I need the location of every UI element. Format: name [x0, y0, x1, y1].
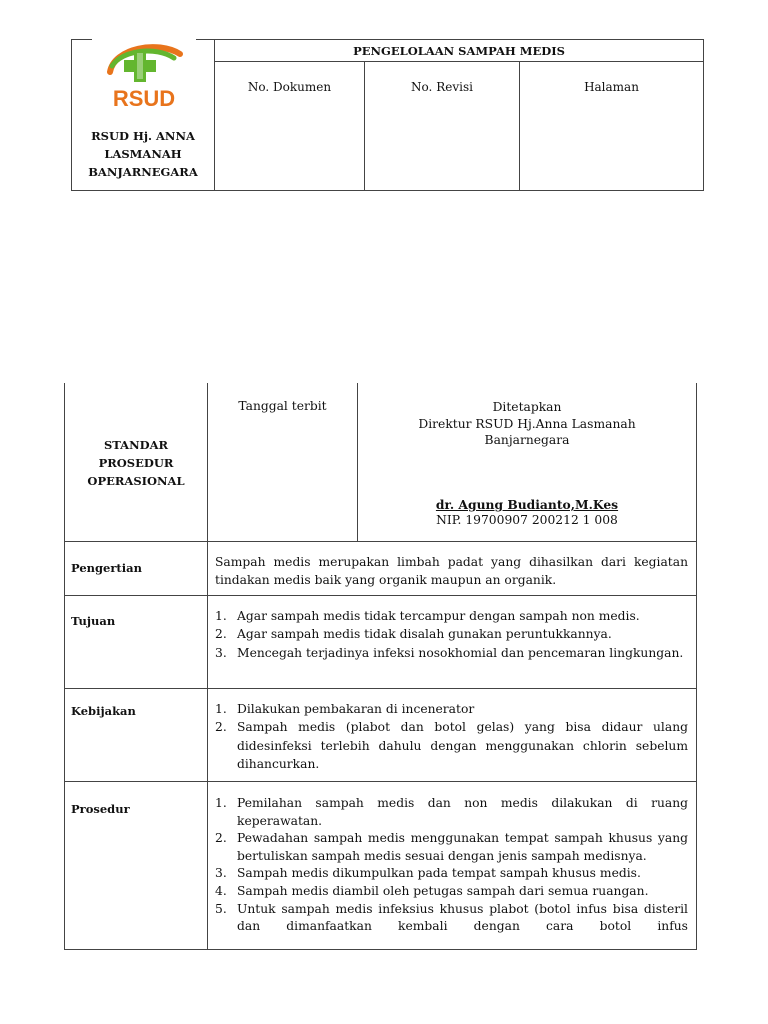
border — [64, 595, 697, 596]
rsud-logo — [96, 40, 192, 112]
border — [64, 781, 697, 782]
ditetapkan-block — [358, 399, 696, 449]
hospital-name — [72, 127, 214, 181]
border — [64, 688, 697, 689]
sop-title-line: PROSEDUR — [98, 456, 174, 470]
logo-text: RSUD — [112, 86, 176, 111]
label-pengertian: Pengertian — [71, 561, 142, 575]
border — [696, 383, 697, 950]
border — [703, 39, 704, 191]
list-item: 2. Pewadahan sampah medis menggunakan tempat sampah khusus yang bertuliskan sampah medis sesuai dengan jenis sampah medisnya. — [215, 831, 688, 863]
document-title: PENGELOLAAN SAMPAH MEDIS — [353, 44, 565, 58]
hospital-name-line: LASMANAH — [104, 147, 182, 161]
list-item: 1. Dilakukan pembakaran di incenerator — [215, 702, 475, 716]
tanggal-terbit-label: Tanggal terbit — [238, 399, 327, 413]
ditetapkan-line: Direktur RSUD Hj.Anna Lasmanah — [418, 416, 636, 431]
list-item: 2. Agar sampah medis tidak disalah gunakan peruntukkannya. — [215, 627, 612, 642]
label-kebijakan: Kebijakan — [71, 704, 136, 718]
border — [196, 39, 704, 40]
hospital-name-line: BANJARNEGARA — [88, 165, 198, 179]
list-item: 3. Sampah medis dikumpulkan pada tempat sampah khusus medis. — [215, 866, 641, 881]
col-halaman: Halaman — [584, 80, 639, 94]
sop-title — [65, 436, 207, 490]
border — [207, 383, 208, 950]
list-item: 5. Untuk sampah medis infeksius khusus plabot (botol infus bisa disteril dan dimanfaatkan kembali dengan cara botol infus — [215, 901, 688, 934]
signer-nip: NIP. 19700907 200212 1 008 — [436, 513, 618, 527]
prosedur-list — [215, 795, 688, 936]
label-prosedur: Prosedur — [71, 802, 130, 816]
list-item: 2. Sampah medis (plabot dan botol gelas) yang bisa didaur ulang didesinfeksi terlebih dahulu dengan menggunakan chlorin sebelum dihancurkan. — [215, 720, 688, 771]
col-dokumen: No. Dokumen — [247, 80, 332, 94]
col-revisi: No. Revisi — [411, 80, 473, 94]
ditetapkan-line: Ditetapkan — [492, 400, 562, 414]
border — [214, 39, 215, 191]
tujuan-list — [215, 607, 688, 662]
sop-title-line: OPERASIONAL — [87, 474, 185, 488]
ditetapkan-line: Banjarnegara — [484, 433, 570, 447]
list-item: 1. Agar sampah medis tidak tercampur dengan sampah non medis. — [215, 609, 640, 623]
list-item: 1. Pemilahan sampah medis dan non medis dilakukan di ruang keperawatan. — [215, 796, 688, 828]
border — [71, 39, 92, 40]
border — [214, 61, 704, 62]
signer-name: dr. Agung Budianto,M.Kes — [435, 497, 619, 512]
pengertian-text: Sampah medis merupakan limbah padat yang dihasilkan dari kegiatan tindakan medis baik yang organik maupun an organik. — [215, 555, 688, 587]
border — [64, 949, 697, 950]
border — [71, 190, 704, 191]
logo-icon — [96, 40, 192, 112]
hospital-name-line: RSUD Hj. ANNA — [91, 129, 195, 143]
list-item: 3. Mencegah terjadinya infeksi nosokhomial dan pencemaran lingkungan. — [215, 645, 684, 660]
border — [64, 541, 697, 542]
sop-title-line: STANDAR — [103, 438, 169, 452]
kebijakan-list — [215, 700, 688, 773]
label-tujuan: Tujuan — [71, 614, 116, 628]
list-item: 4. Sampah medis diambil oleh petugas sampah dari semua ruangan. — [215, 883, 649, 898]
